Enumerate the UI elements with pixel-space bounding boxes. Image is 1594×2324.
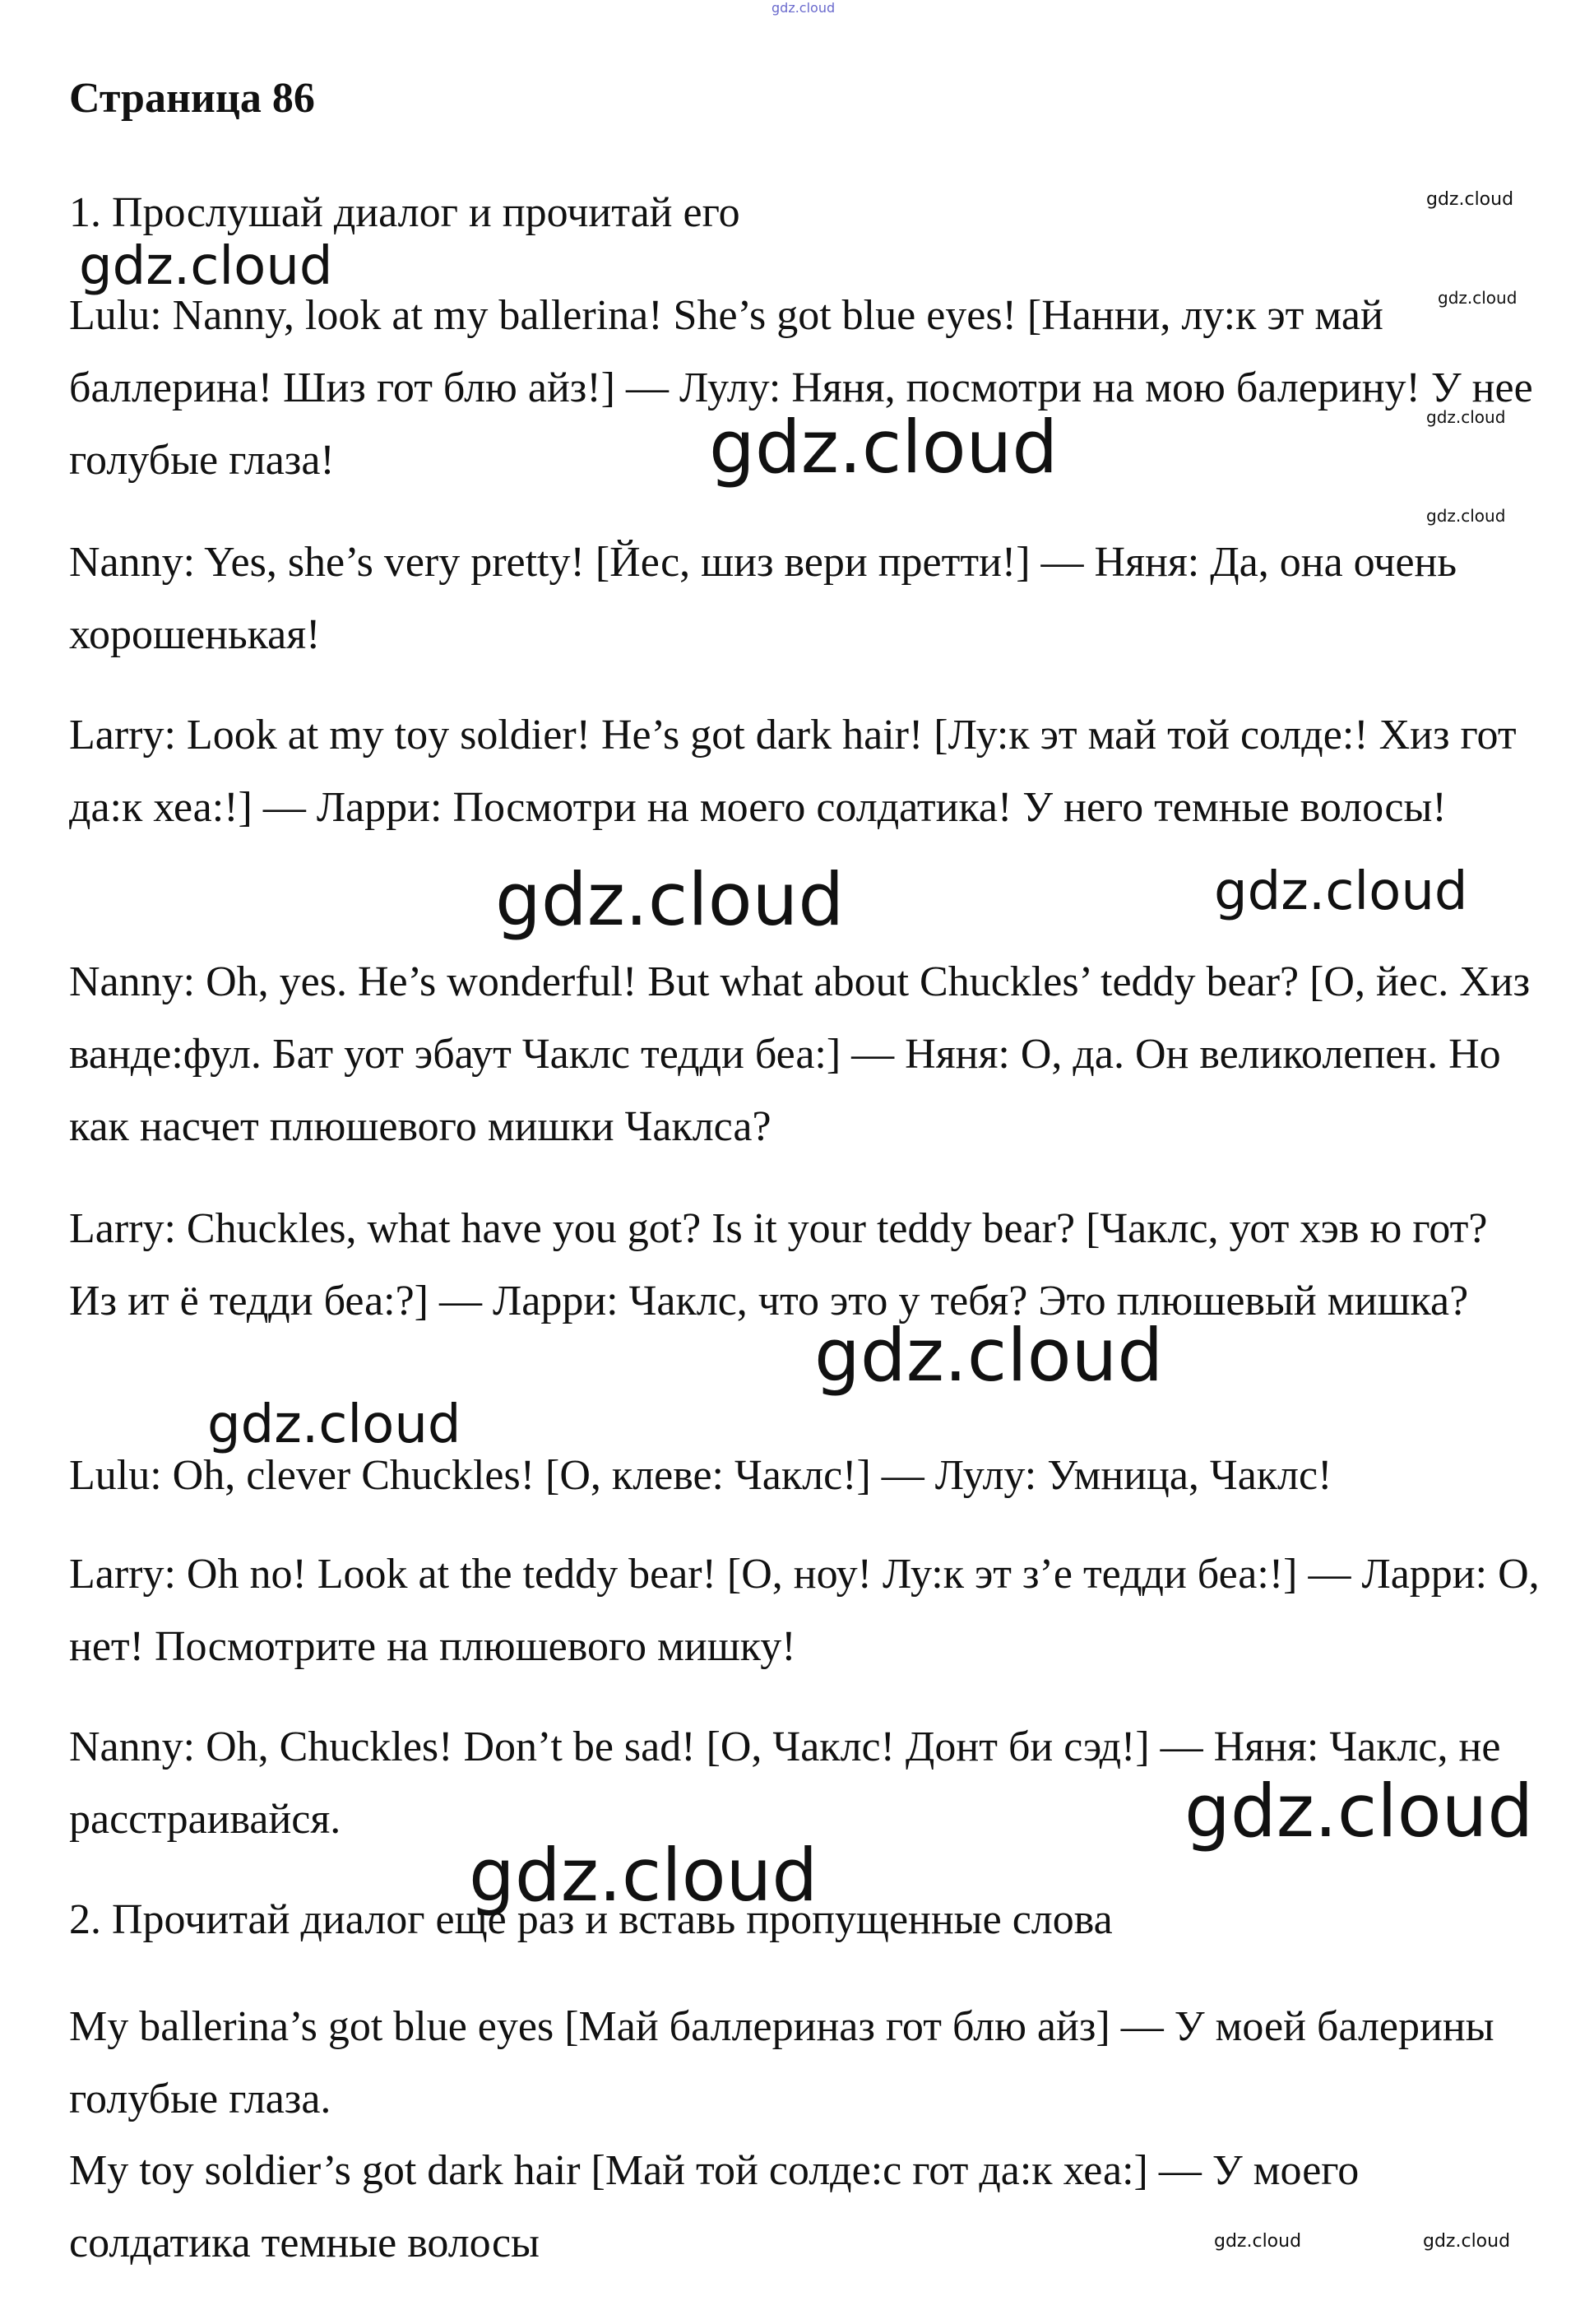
page-title: Страница 86 (69, 75, 315, 122)
dialog-line-2: Nanny: Yes, she’s very pretty! [Йес, шиз вери претти!] — Няня: Да, она очень хорошенькая! (69, 539, 1457, 658)
watermark-small-4: gdz.cloud (1426, 506, 1506, 526)
answer-2: My toy soldier’s got dark hair [Май той солде:с гот да:к хеа:] — У моего солдатика темные волосы (69, 2147, 1360, 2266)
answer-1: My ballerina’s got blue eyes [Май баллериназ гот блю айз] — У моей балерины голубые глаза. (69, 2003, 1494, 2122)
watermark-large-1: gdz.cloud (709, 405, 1059, 489)
task2-heading: 2. Прочитай диалог еще раз и вставь пропущенные слова (69, 1896, 1113, 1943)
watermark-top: gdz.cloud (772, 0, 836, 16)
dialog-line-4: Nanny: Oh, yes. He’s wonderful! But what about Chuckles’ teddy bear? [О, йес. Хиз ванде:фул. Бат уот эбаут Чаклс тедди беа:] — Няня: О, да. Он великолепен. Но как насчет плюшевого мишки Чаклса? (69, 958, 1531, 1150)
watermark-large-3: gdz.cloud (814, 1313, 1164, 1398)
dialog-line-5: Larry: Chuckles, what have you got? Is it your teddy bear? [Чаклс, уот хэв ю гот? Из ит ё тедди беа:?] — Ларри: Чаклс, что это у тебя? Это плюшевый мишка? (69, 1205, 1488, 1324)
watermark-medium-2: gdz.cloud (1214, 861, 1468, 922)
watermark-small-5: gdz.cloud (1214, 2231, 1302, 2252)
dialog-line-8: Nanny: Oh, Chuckles! Don’t be sad! [О, Чаклс! Донт би сэд!] — Няня: Чаклс, не расстраивайся. (69, 1723, 1501, 1843)
watermark-small-6: gdz.cloud (1423, 2231, 1511, 2252)
watermark-small-3: gdz.cloud (1426, 407, 1506, 427)
watermark-large-2: gdz.cloud (495, 857, 845, 942)
dialog-line-3: Larry: Look at my toy soldier! He’s got dark hair! [Лу:к эт май той солде:! Хиз гот да:к хеа:!] — Ларри: Посмотри на моего солдатика! У него темные волосы! (69, 712, 1517, 831)
watermark-small-1: gdz.cloud (1426, 189, 1514, 210)
task1-heading: 1. Прослушай диалог и прочитай его (69, 189, 740, 236)
watermark-small-2: gdz.cloud (1438, 288, 1518, 308)
watermark-large-4: gdz.cloud (1184, 1769, 1534, 1853)
watermark-large-5: gdz.cloud (469, 1833, 818, 1918)
dialog-line-7: Larry: Oh no! Look at the teddy bear! [О, ноу! Лу:к эт з’е тедди беа:!] — Ларри: О, нет! Посмотрите на плюшевого мишку! (69, 1551, 1540, 1670)
watermark-medium-1: gdz.cloud (79, 236, 333, 297)
watermark-medium-3: gdz.cloud (207, 1394, 461, 1455)
dialog-line-1: Lulu: Nanny, look at my ballerina! She’s got blue eyes! [Нанни, лу:к эт май баллерина! Шиз гот блю айз!] — Лулу: Няня, посмотри на мою балерину! У нее голубые глаза! (69, 292, 1533, 484)
dialog-line-6: Lulu: Oh, clever Chuckles! [О, клеве: Чаклс!] — Лулу: Умница, Чаклс! (69, 1452, 1332, 1499)
